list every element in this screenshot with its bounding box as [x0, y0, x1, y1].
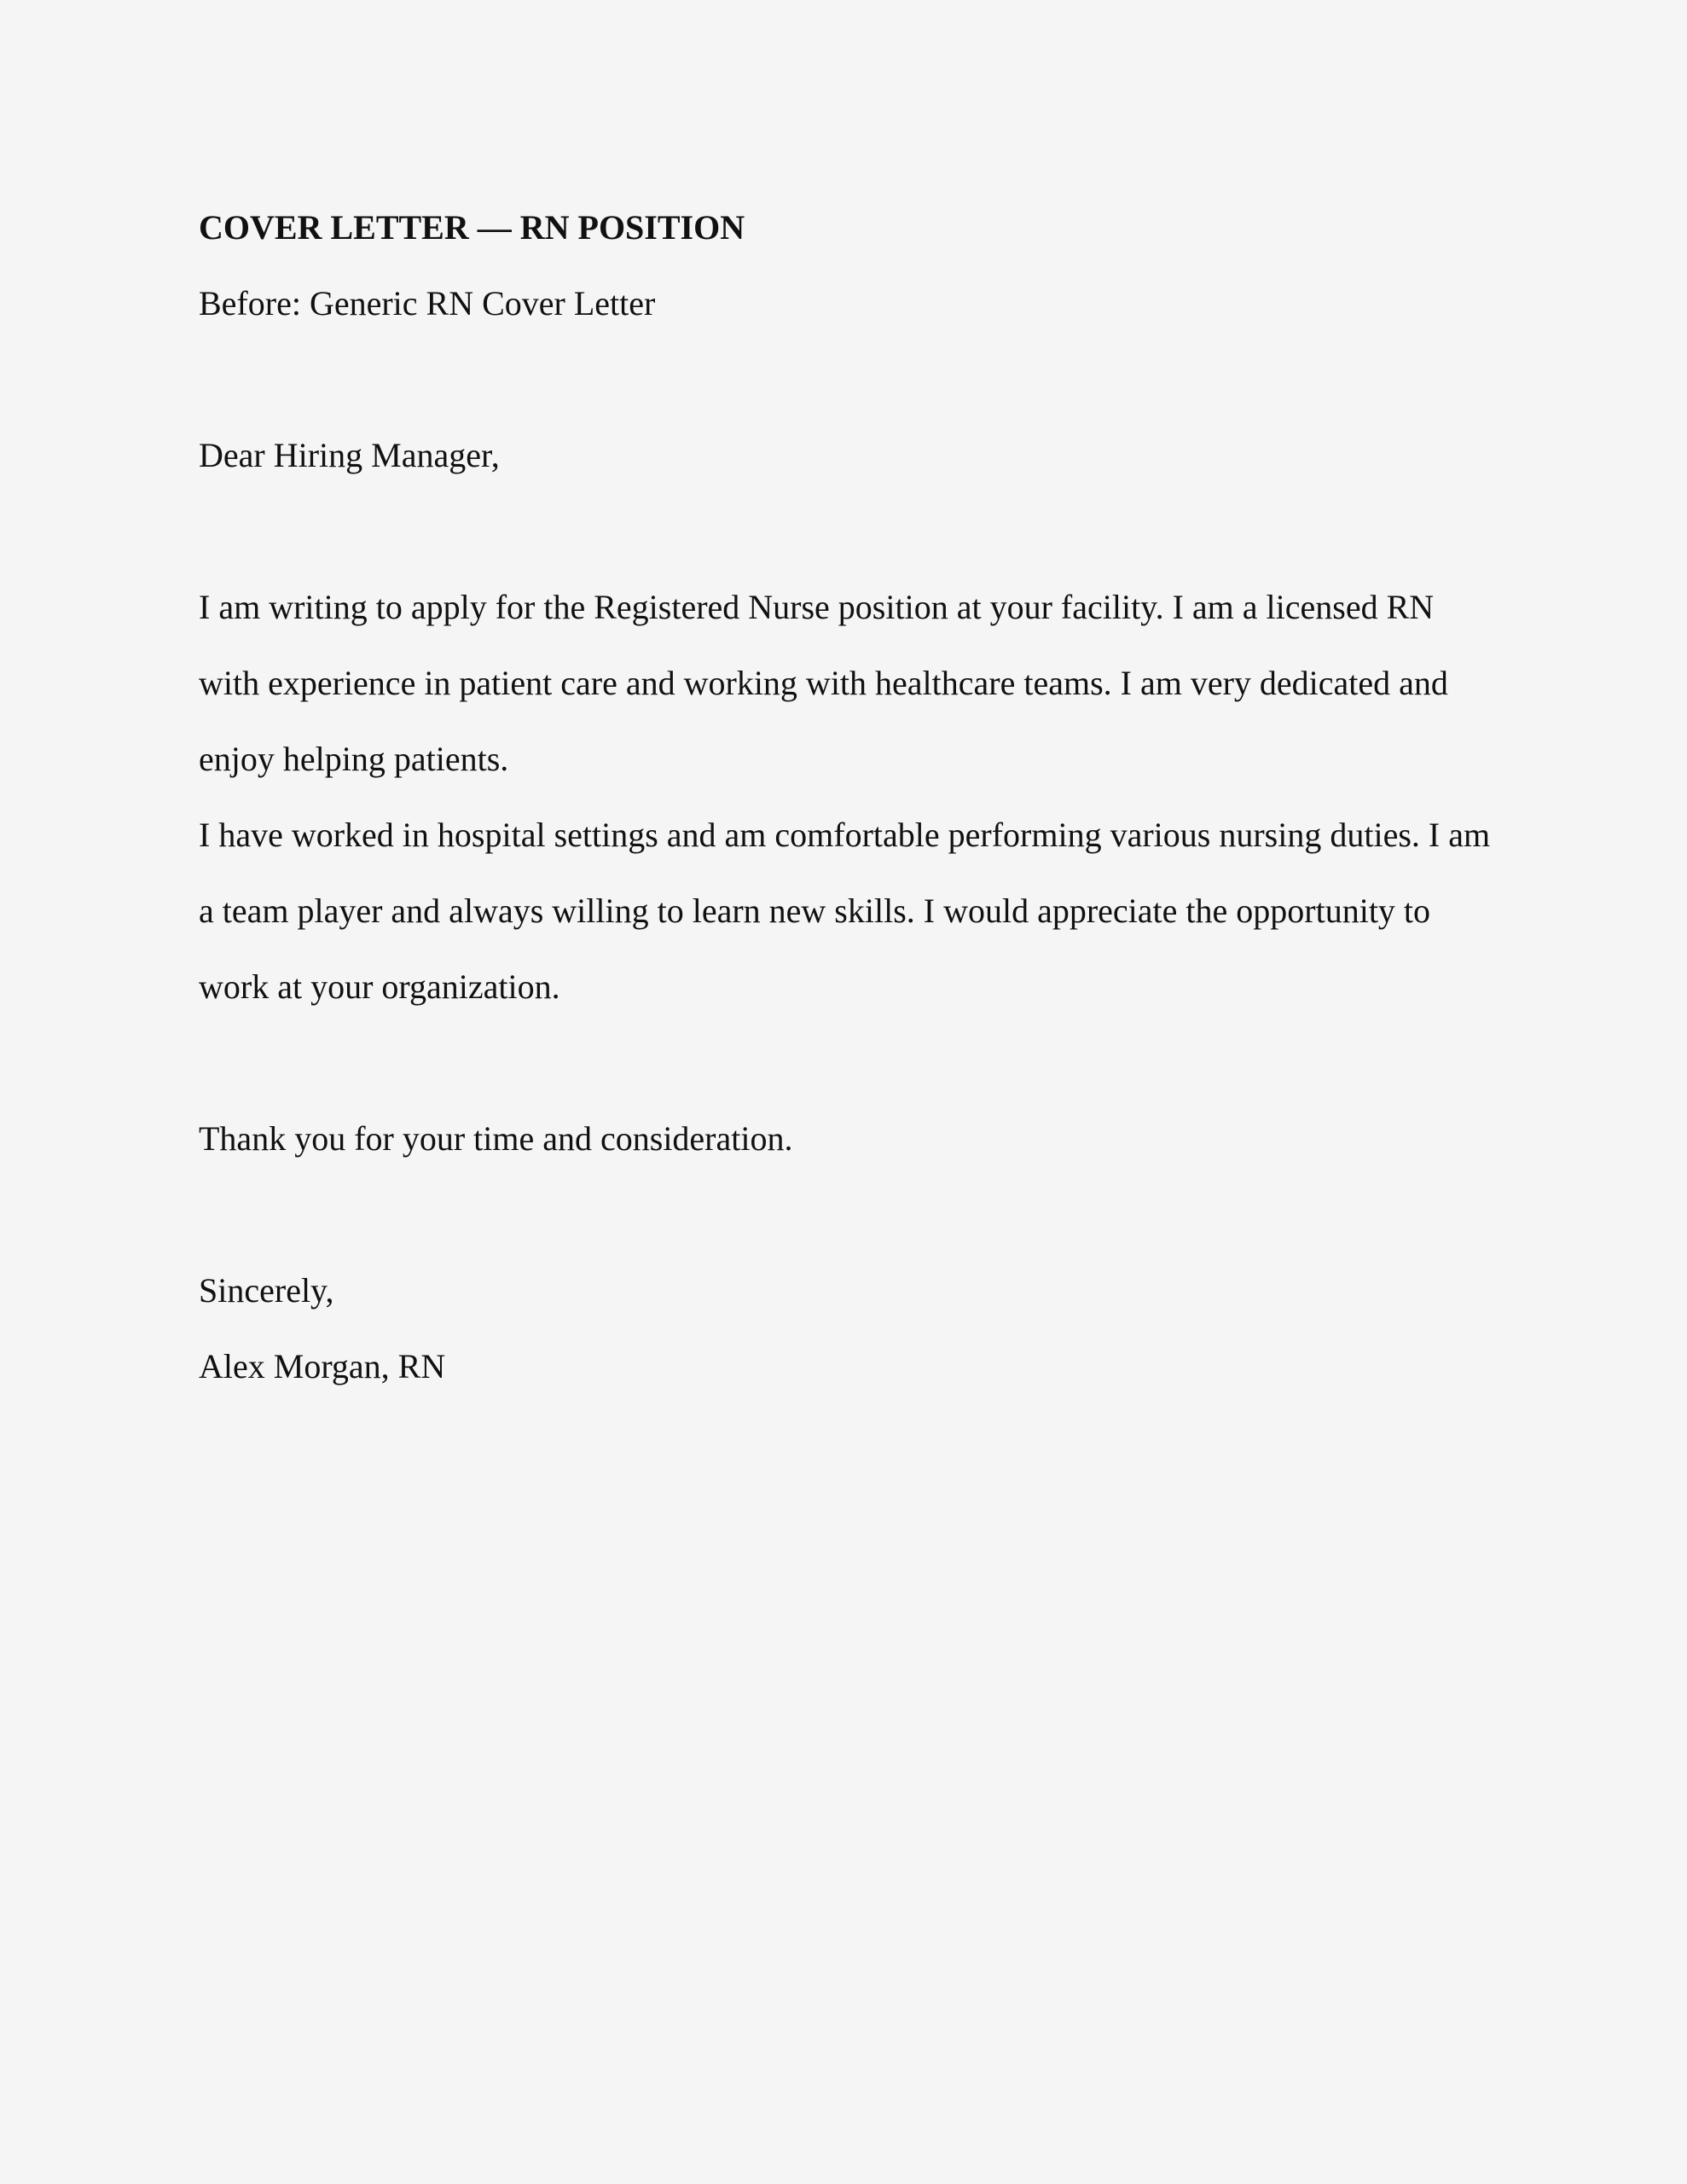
- document-title: COVER LETTER — RN POSITION: [199, 208, 745, 247]
- spacer: [199, 341, 1495, 417]
- spacer: [199, 1025, 1495, 1101]
- closing: Sincerely,: [199, 1271, 334, 1310]
- thanks-line: Thank you for your time and consideration.: [199, 1119, 793, 1158]
- spacer: [199, 1176, 1495, 1252]
- body-paragraph-2: I have worked in hospital settings and am comfortable performing various nursing duties. I am a team player and always willing to learn new skills. I would appreciate the opportunity to work at your organization.: [199, 816, 1491, 1006]
- document-subtitle: Before: Generic RN Cover Letter: [199, 284, 656, 322]
- salutation: Dear Hiring Manager,: [199, 436, 500, 474]
- spacer: [199, 493, 1495, 569]
- body-paragraph-1: I am writing to apply for the Registered Nurse position at your facility. I am a licensed RN with experience in patient care and working with healthcare teams. I am very dedicated and enjoy helping patients.: [199, 588, 1448, 778]
- signature: Alex Morgan, RN: [199, 1347, 446, 1385]
- cover-letter: [199, 189, 1495, 1404]
